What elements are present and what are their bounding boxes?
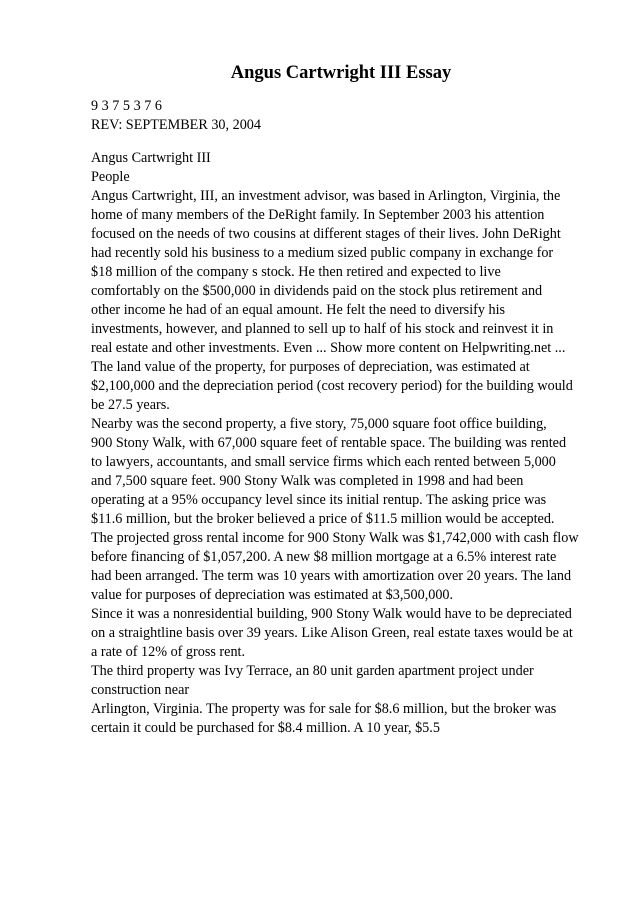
document-title: Angus Cartwright III Essay xyxy=(230,63,452,83)
text-line: Angus Cartwright, III, an investment advisor, was based in Arlington, Virginia, the xyxy=(91,188,561,204)
text-line: comfortably on the $500,000 in dividends paid on the stock plus retirement and xyxy=(91,283,543,299)
text-line: Angus Cartwright III xyxy=(91,150,211,166)
text-line: value for purposes of depreciation was estimated at $3,500,000. xyxy=(91,587,454,603)
text-line: to lawyers, accountants, and small service firms which each rented between 5,000 xyxy=(91,454,556,470)
text-line: before financing of $1,057,200. A new $8 million mortgage at a 6.5% interest rate xyxy=(91,549,557,565)
text-line: and 7,500 square feet. 900 Stony Walk was completed in 1998 and had been xyxy=(91,473,524,489)
text-line: other income he had of an equal amount. He felt the need to diversify his xyxy=(91,302,506,318)
text-line: on a straightline basis over 39 years. Like Alison Green, real estate taxes would be at xyxy=(91,625,573,641)
text-line: 900 Stony Walk, with 67,000 square feet of rentable space. The building was rented xyxy=(91,435,567,451)
text-line: investments, however, and planned to sell up to half of his stock and reinvest it in xyxy=(91,321,554,337)
text-line: certain it could be purchased for $8.4 million. A 10 year, $5.5 xyxy=(91,720,440,736)
text-line: $11.6 million, but the broker believed a price of $11.5 million would be accepted. xyxy=(91,511,555,527)
text-line: The land value of the property, for purposes of depreciation, was estimated at xyxy=(91,359,530,375)
text-line: The third property was Ivy Terrace, an 80 unit garden apartment project under xyxy=(91,663,534,679)
case-number: 9 3 7 5 3 7 6 xyxy=(91,98,162,114)
text-line: focused on the needs of two cousins at different stages of their lives. John DeRight xyxy=(91,226,561,242)
text-line: construction near xyxy=(91,682,190,698)
text-line: had recently sold his business to a medium sized public company in exchange for xyxy=(91,245,554,261)
text-line: had been arranged. The term was 10 years with amortization over 20 years. The land xyxy=(91,568,572,584)
paragraph-gap xyxy=(91,135,601,149)
text-line: operating at a 95% occupancy level since its initial rentup. The asking price was xyxy=(91,492,547,508)
text-line: The projected gross rental income for 900 Stony Walk was $1,742,000 with cash flow xyxy=(91,530,579,546)
text-line: Since it was a nonresidential building, 900 Stony Walk would have to be depreciated xyxy=(91,606,572,622)
text-line: Nearby was the second property, a five story, 75,000 square foot office building, xyxy=(91,416,547,432)
text-line: $2,100,000 and the depreciation period (cost recovery period) for the building would xyxy=(91,378,573,394)
text-line: real estate and other investments. Even ... Show more content on Helpwriting.net ... xyxy=(91,340,566,356)
text-line: a rate of 12% of gross rent. xyxy=(91,644,246,660)
text-line: $18 million of the company s stock. He then retired and expected to live xyxy=(91,264,501,280)
text-line: be 27.5 years. xyxy=(91,397,170,413)
text-line: Arlington, Virginia. The property was for sale for $8.6 million, but the broker was xyxy=(91,701,557,717)
text-line: home of many members of the DeRight family. In September 2003 his attention xyxy=(91,207,545,223)
revision-date: REV: SEPTEMBER 30, 2004 xyxy=(91,117,261,133)
text-line: People xyxy=(91,169,130,185)
document-body xyxy=(91,97,601,738)
